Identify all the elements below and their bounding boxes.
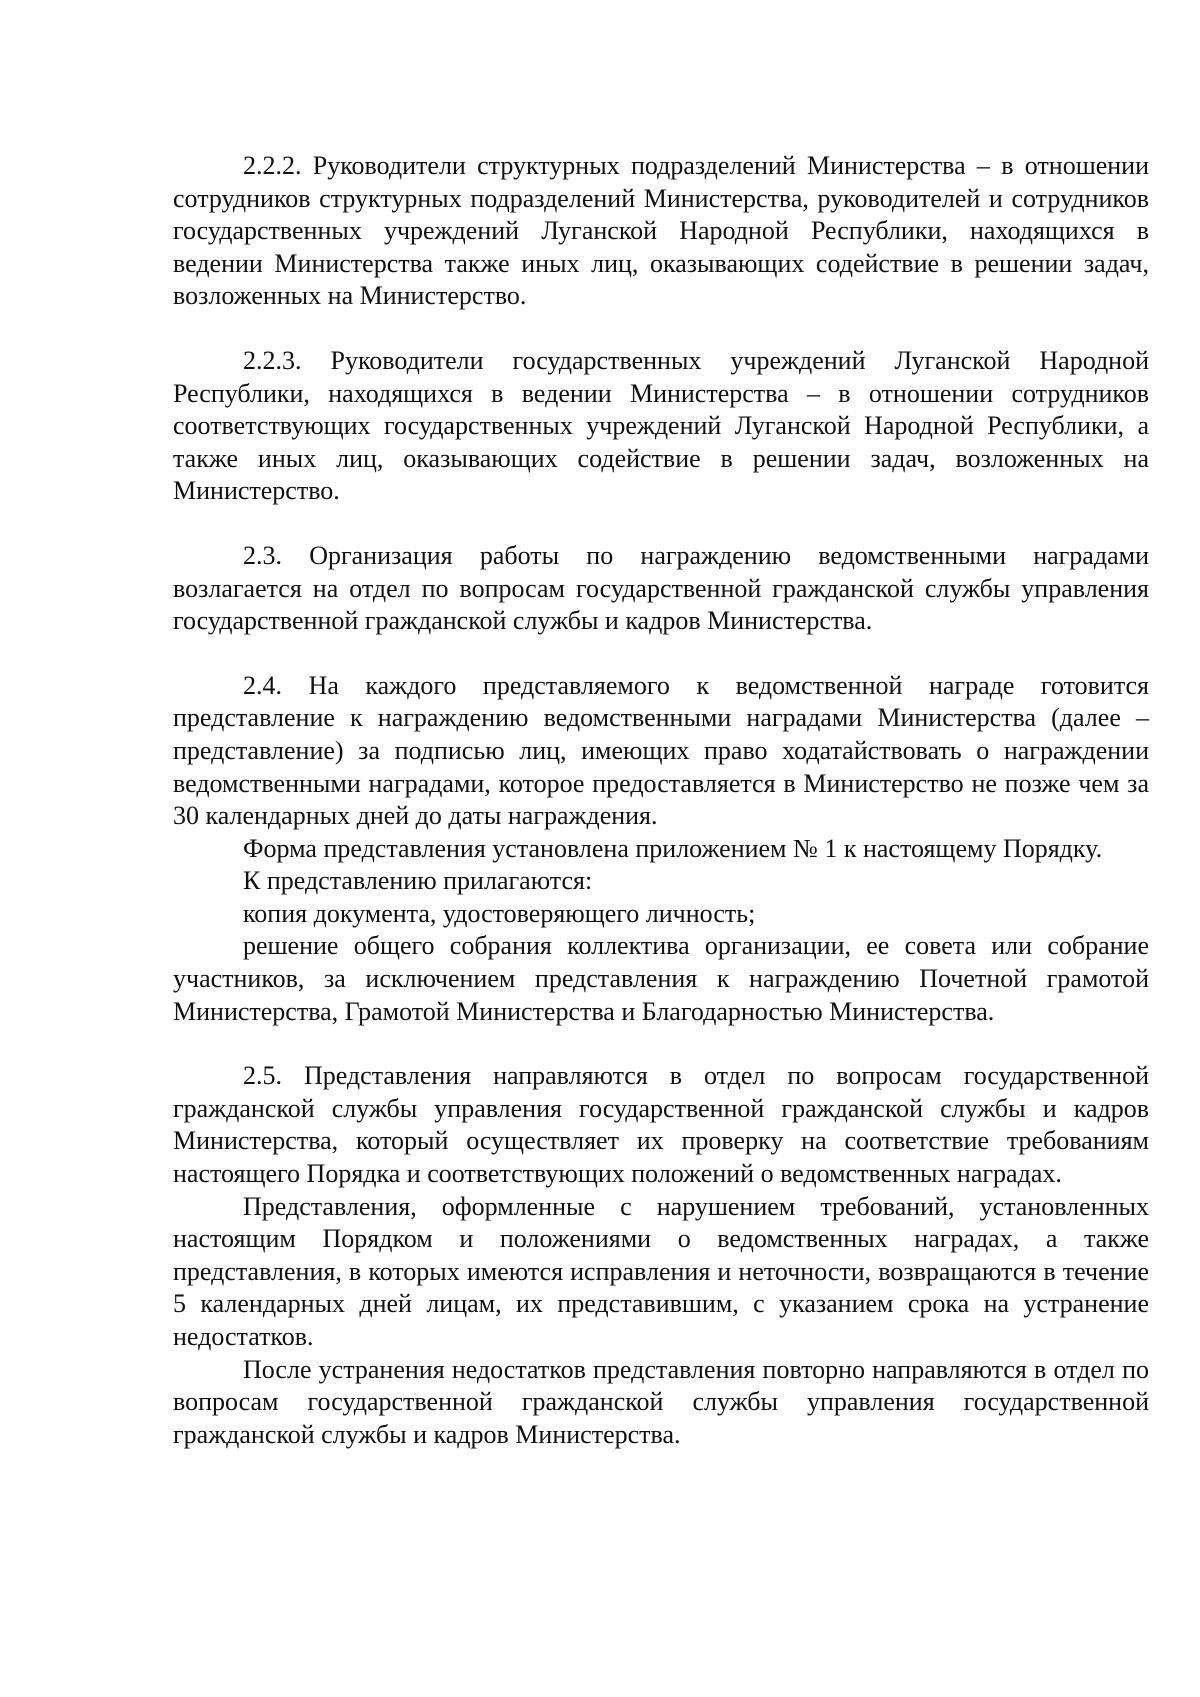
- paragraph-2-2-2: 2.2.2. Руководители структурных подразделений Министерства – в отношении сотрудников структурных подразделений Министерства, руководителей и сотрудников государственных учреждений Луганской Народной Республики, находящихся в ведении Министерства также иных лиц, оказывающих содействие в решении задач, возложенных на Министерство.: [173, 151, 1149, 311]
- paragraph-form-note: Форма представления установлена приложением № 1 к настоящему Порядку.: [243, 833, 1103, 863]
- paragraph-attachment-id-copy: копия документа, удостоверяющего личность;: [243, 898, 756, 928]
- paragraph-2-5: 2.5. Представления направляются в отдел по вопросам государственной гражданской службы управления государственной гражданской службы и кадров Министерства, который осуществляет их проверку на соответствие требованиям настоящего Порядка и соответствующих положений о ведомственных наградах.: [173, 1061, 1149, 1189]
- paragraph-resubmission: После устранения недостатков представления повторно направляются в отдел по вопросам государственной гражданской службы управления государственной гражданской службы и кадров Министерства.: [173, 1354, 1149, 1449]
- document-body: [173, 150, 1149, 1451]
- paragraph-attachments-intro: К представлению прилагаются:: [243, 866, 593, 896]
- paragraph-2-3: 2.3. Организация работы по награждению ведомственными наградами возлагается на отдел по вопросам государственной гражданской службы управления государственной гражданской службы и кадров Министерства.: [173, 540, 1149, 636]
- paragraph-attachment-decision: решение общего собрания коллектива организации, ее совета или собрание участников, за исключением представления к награждению Почетной грамотой Министерства, Грамотой Министерства и Благодарностью Министерства.: [173, 931, 1149, 1026]
- paragraph-2-4: 2.4. На каждого представляемого к ведомственной награде готовится представление к награждению ведомственными наградами Министерства (далее – представление) за подписью лиц, имеющих право ходатайствовать о награждении ведомственными наградами, которое предоставляется в Министерство не позже чем за 30 календарных дней до даты награждения.: [173, 670, 1149, 831]
- paragraph-returns: Представления, оформленные с нарушением требований, установленных настоящим Порядком и положениями о ведомственных наградах, а также представления, в которых имеются исправления и неточности, возвращаются в течение 5 календарных дней лицам, их представившим, с указанием срока на устранение недостатков.: [173, 1191, 1149, 1351]
- paragraph-2-2-3: 2.2.3. Руководители государственных учреждений Луганской Народной Республики, находящихся в ведении Министерства – в отношении сотрудников соответствующих государственных учреждений Луганской Народной Республики, а также иных лиц, оказывающих содействие в решении задач, возложенных на Министерство.: [173, 345, 1149, 506]
